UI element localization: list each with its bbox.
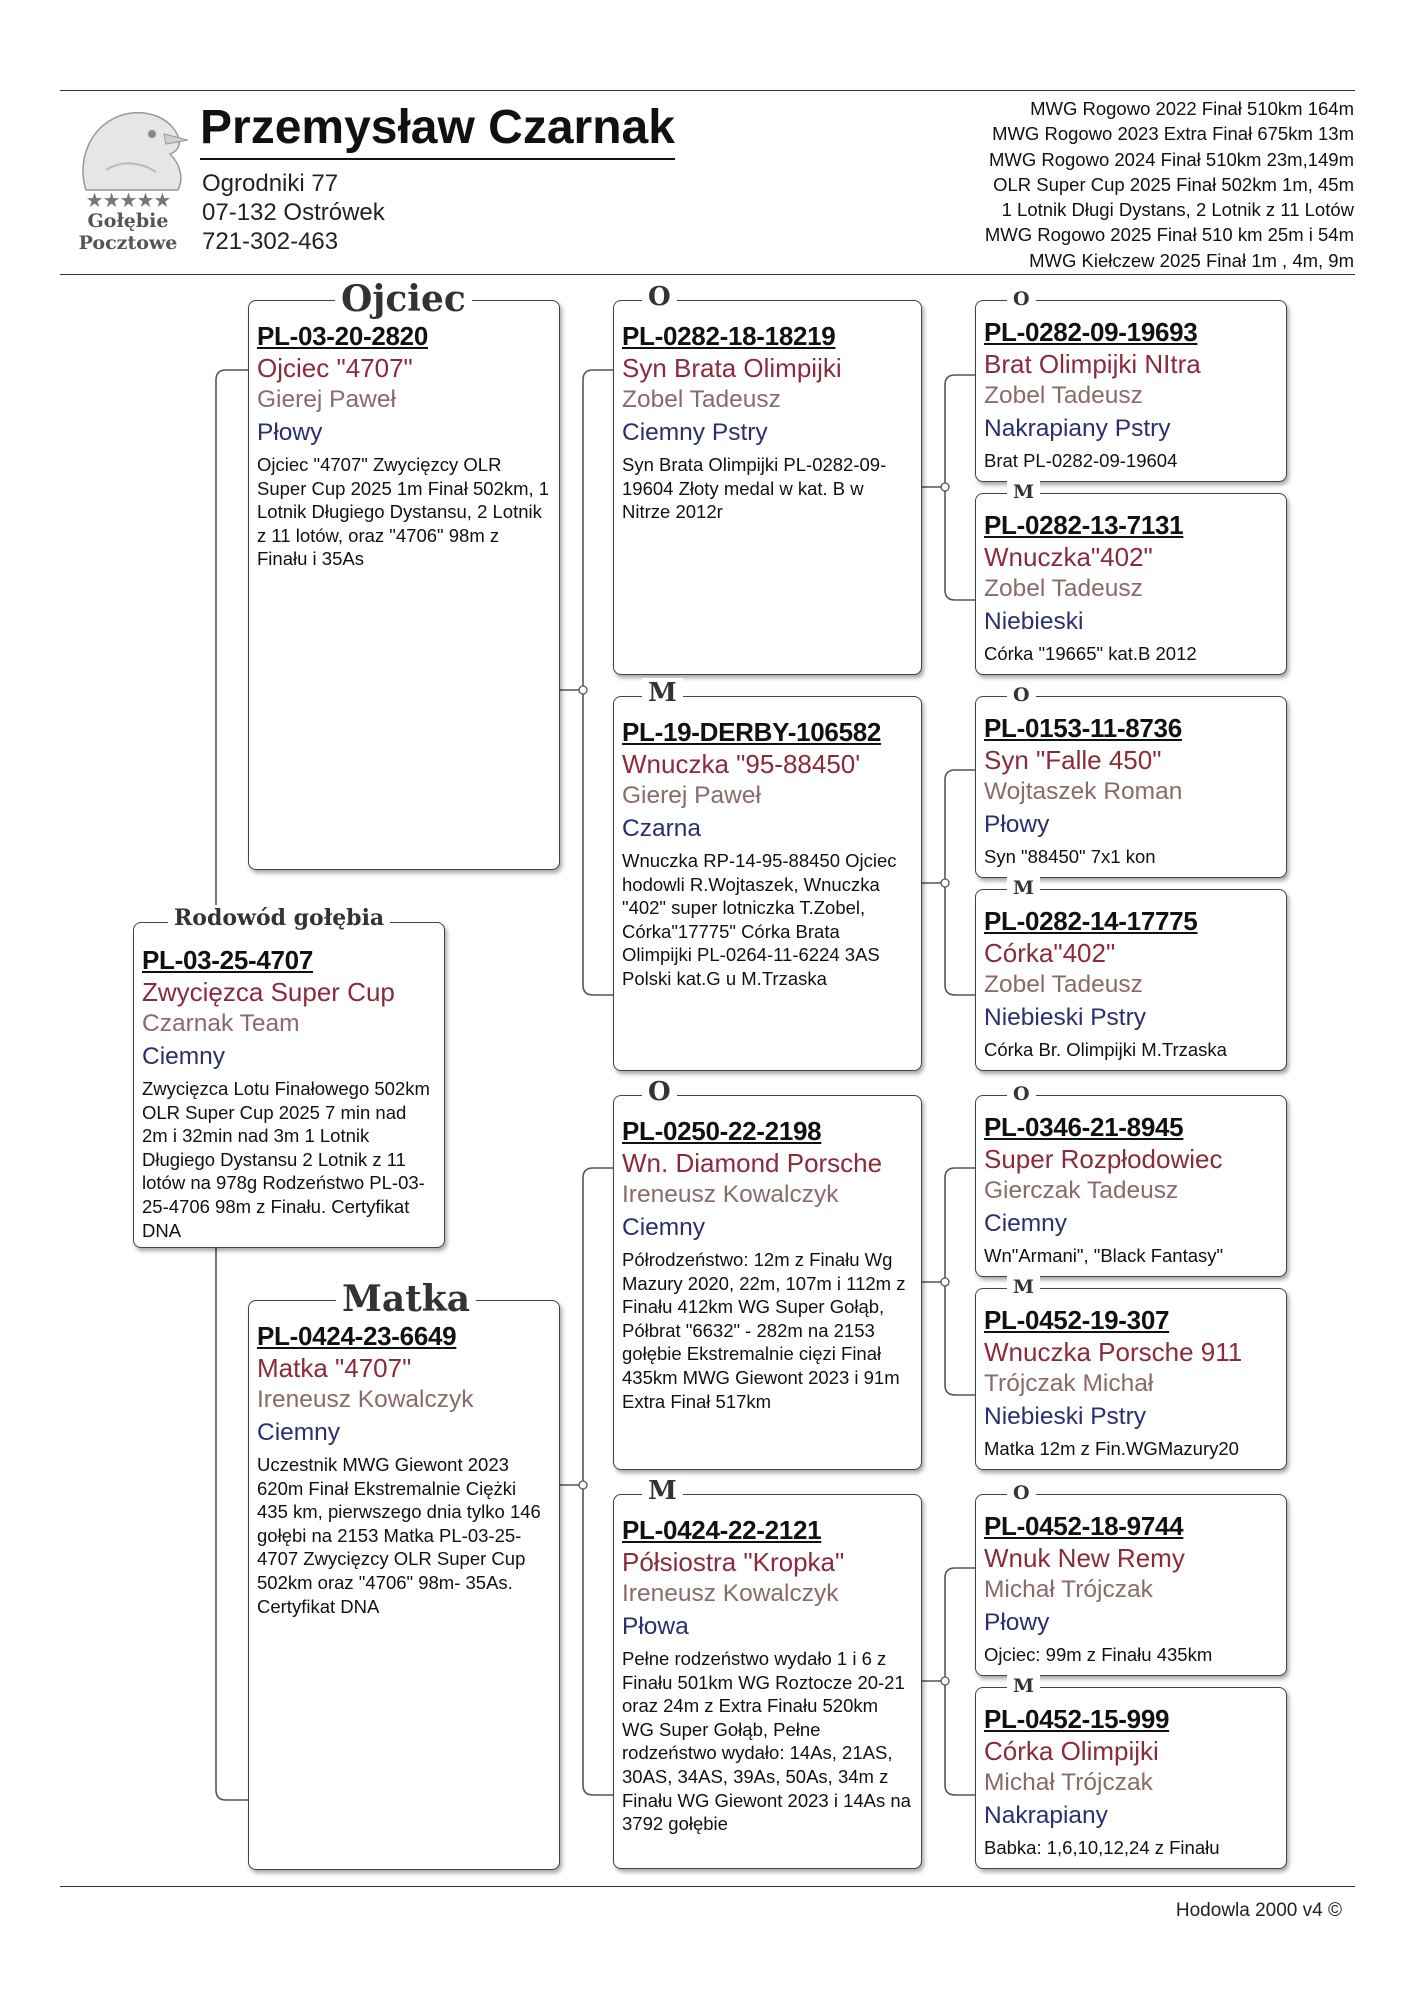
pigeon-name: Syn Brata Olimpijki xyxy=(622,353,842,383)
breeder: Trójczak Michał xyxy=(984,1370,1154,1397)
sire-marker: O xyxy=(1007,1482,1036,1504)
address-line1: Ogrodniki 77 xyxy=(202,170,339,197)
pigeon-name: Wnuczka Porsche 911 xyxy=(984,1337,1243,1367)
great-grandparent-card[interactable] xyxy=(975,696,1287,878)
description: Półrodzeństwo: 12m z Finału Wg Mazury 2020, 22m, 107m i 112m z Finału 412km WG Super Gołąb, Półbrat "6632" - 282m na 2153 gołębie Ekstremalnie cięzi Finał 435km MWG Giewont 2023 i 91m Extra Finał 517km xyxy=(622,1249,906,1412)
footer-rule xyxy=(60,1886,1355,1887)
sire-marker: O xyxy=(1007,684,1036,706)
ring-number: PL-0452-18-9744 xyxy=(984,1511,1184,1541)
great-grandparent-card[interactable] xyxy=(975,1095,1287,1277)
color: Czarna xyxy=(622,815,701,842)
ring-number: PL-0282-18-18219 xyxy=(622,321,836,351)
color: Nakrapiany Pstry xyxy=(984,415,1171,442)
pigeon-name: Brat Olimpijki NItra xyxy=(984,349,1201,379)
ring-number: PL-0282-14-17775 xyxy=(984,906,1198,936)
achievement-item: MWG Rogowo 2024 Finał 510km 23m,149m xyxy=(988,148,1354,170)
achievement-item: MWG Rogowo 2022 Finał 510km 164m xyxy=(1030,98,1354,119)
color: Płowy xyxy=(984,1609,1050,1636)
sire-marker: O xyxy=(1007,1083,1036,1105)
description: Ojciec: 99m z Finału 435km xyxy=(984,1644,1213,1665)
color: Płowy xyxy=(984,811,1050,838)
dam-marker: M xyxy=(1007,1675,1040,1697)
description: Wn"Armani", "Black Fantasy" xyxy=(984,1245,1224,1266)
dam-marker: M xyxy=(1007,481,1040,503)
color: Niebieski xyxy=(984,608,1084,635)
great-grandparent-card[interactable] xyxy=(975,1494,1287,1676)
granddam-paternal-card[interactable] xyxy=(613,696,922,1071)
color: Ciemny xyxy=(984,1210,1068,1237)
color: Ciemny xyxy=(257,1419,341,1446)
logo-stars: ★★★★★ xyxy=(85,190,171,212)
pigeon-name: Córka Olimpijki xyxy=(984,1736,1159,1766)
phone: 721-302-463 xyxy=(202,228,339,255)
description: Zwycięzca Lotu Finałowego 502km OLR Super Cup 2025 7 min nad 2m i 32min nad 3m 1 Lotnik Długiego Dystansu 2 Lotnik z 11 lotów na 978g Rodzeństwo PL-03-25-4706 98m z Finału. Certyfikat DNA xyxy=(142,1078,430,1241)
breeder: Zobel Tadeusz xyxy=(984,575,1143,602)
breeder: Ireneusz Kowalczyk xyxy=(622,1580,839,1607)
great-grandparent-card[interactable] xyxy=(975,493,1287,675)
achievement-item: 1 Lotnik Długi Dystans, 2 Lotnik z 11 Lotów xyxy=(1001,199,1354,221)
pigeon-name: Matka "4707" xyxy=(257,1353,412,1383)
color: Niebieski Pstry xyxy=(984,1004,1147,1031)
sire-marker: O xyxy=(642,1077,677,1107)
mother-label: Matka xyxy=(336,1278,476,1320)
description: Pełne rodzeństwo wydało 1 i 6 z Finału 501km WG Roztocze 20-21 oraz 24m z Extra Finału 520km WG Super Gołąb, Pełne rodzeństwo wydało: 14As, 21AS, 30AS, 34AS, 39As, 50As, 34m z Finału WG Giewont 2023 i 14As na 3792 gołębie xyxy=(622,1648,911,1835)
description: Córka Br. Olimpijki M.Trzaska xyxy=(984,1039,1227,1060)
granddam-maternal-card[interactable] xyxy=(613,1494,922,1869)
color: Płowy xyxy=(257,419,323,446)
breeder: Czarnak Team xyxy=(142,1010,300,1037)
description: Syn "88450" 7x1 kon xyxy=(984,846,1156,867)
color: Nakrapiany xyxy=(984,1802,1108,1829)
ring-number: PL-0250-22-2198 xyxy=(622,1116,822,1146)
dam-marker: M xyxy=(642,1476,683,1506)
breeder: Wojtaszek Roman xyxy=(984,778,1183,805)
ring-number: PL-19-DERBY-106582 xyxy=(622,717,882,747)
color: Niebieski Pstry xyxy=(984,1403,1147,1430)
ring-number: PL-0424-23-6649 xyxy=(257,1321,457,1351)
breeder: Gierej Paweł xyxy=(257,386,396,413)
color: Ciemny xyxy=(622,1214,706,1241)
breeder: Michał Trójczak xyxy=(984,1576,1153,1603)
great-grandparent-card[interactable] xyxy=(975,1687,1287,1869)
breeder: Gierej Paweł xyxy=(622,782,761,809)
pigeon-name: Półsiostra "Kropka" xyxy=(622,1547,845,1577)
ring-number: PL-0424-22-2121 xyxy=(622,1515,822,1545)
breeder: Zobel Tadeusz xyxy=(984,971,1143,998)
pigeon-name: Syn "Falle 450" xyxy=(984,745,1162,775)
color: Ciemny Pstry xyxy=(622,419,768,446)
owner-name: Przemysław Czarnak xyxy=(200,100,675,160)
description: Brat PL-0282-09-19604 xyxy=(984,450,1178,471)
achievement-item: MWG Rogowo 2023 Extra Finał 675km 13m xyxy=(992,123,1354,145)
logo-text: Gołębie Pocztowe xyxy=(78,210,178,254)
achievement-item: MWG Rogowo 2025 Finał 510 km 25m i 54m xyxy=(984,224,1354,246)
father-card[interactable] xyxy=(248,300,560,870)
description: Córka "19665" kat.B 2012 xyxy=(984,643,1197,664)
sire-marker: O xyxy=(1007,288,1036,310)
father-label: Ojciec xyxy=(335,278,472,320)
description: Uczestnik MWG Giewont 2023 620m Finał Ekstremalnie Ciężki 435 km, pierwszego dnia tylko 146 gołębi na 2153 Matka PL-03-25-4707 Zwycięzcy OLR Super Cup 502km oraz "4706" 98m- 35As. Certyfikat DNA xyxy=(257,1454,541,1617)
dam-marker: M xyxy=(1007,877,1040,899)
subject-card[interactable] xyxy=(133,922,445,1248)
grandsire-maternal-card[interactable] xyxy=(613,1095,922,1470)
sire-marker: O xyxy=(642,282,677,312)
dam-marker: M xyxy=(1007,1276,1040,1298)
great-grandparent-card[interactable] xyxy=(975,300,1287,482)
description: Syn Brata Olimpijki PL-0282-09-19604 Złoty medal w kat. B w Nitrze 2012r xyxy=(622,454,887,523)
achievement-item: MWG Kiełczew 2025 Finał 1m , 4m, 9m xyxy=(1029,249,1354,271)
color: Płowa xyxy=(622,1613,689,1640)
pigeon-name: Wnuk New Remy xyxy=(984,1543,1185,1573)
great-grandparent-card[interactable] xyxy=(975,1288,1287,1470)
color: Ciemny xyxy=(142,1043,226,1070)
pigeon-name: Super Rozpłodowiec xyxy=(984,1144,1223,1174)
breeder: Ireneusz Kowalczyk xyxy=(622,1181,839,1208)
breeder: Zobel Tadeusz xyxy=(622,386,781,413)
breeder: Michał Trójczak xyxy=(984,1769,1153,1796)
description: Babka: 1,6,10,12,24 z Finału xyxy=(984,1837,1220,1858)
description: Matka 12m z Fin.WGMazury20 xyxy=(984,1438,1239,1459)
footer-credit: Hodowla 2000 v4 © xyxy=(1175,1900,1342,1921)
ring-number: PL-0282-09-19693 xyxy=(984,317,1198,347)
description: Ojciec "4707" Zwycięzcy OLR Super Cup 2025 1m Finał 502km, 1 Lotnik Długiego Dystansu, 2 Lotnik z 11 lotów, oraz "4706" 98m z Finału i 35As xyxy=(257,454,550,570)
ring-number: PL-0346-21-8945 xyxy=(984,1112,1184,1142)
pigeon-name: Wn. Diamond Porsche xyxy=(622,1148,883,1178)
dam-marker: M xyxy=(642,678,683,708)
description: Wnuczka RP-14-95-88450 Ojciec hodowli R.Wojtaszek, Wnuczka "402" super lotniczka T.Zobel, Córka"17775" Córka Brata Olimpijki PL-0264-11-6224 3AS Polski kat.G u M.Trzaska xyxy=(622,850,897,989)
pigeon-name: Córka"402" xyxy=(984,938,1116,968)
mother-card[interactable] xyxy=(248,1300,560,1870)
pigeon-name: Ojciec "4707" xyxy=(257,353,413,383)
ring-number: PL-0282-13-7131 xyxy=(984,510,1184,540)
pigeon-name: Zwycięzca Super Cup xyxy=(142,977,395,1007)
ring-number: PL-0452-15-999 xyxy=(984,1704,1170,1734)
grandsire-paternal-card[interactable] xyxy=(613,300,922,675)
breeder: Gierczak Tadeusz xyxy=(984,1177,1179,1204)
pigeon-name: Wnuczka "95-88450' xyxy=(622,749,861,779)
ring-number: PL-03-25-4707 xyxy=(142,945,313,975)
ring-number: PL-03-20-2820 xyxy=(257,321,428,351)
ring-number: PL-0452-19-307 xyxy=(984,1305,1170,1335)
breeder: Zobel Tadeusz xyxy=(984,382,1143,409)
breeder: Ireneusz Kowalczyk xyxy=(257,1386,474,1413)
pigeon-name: Wnuczka"402" xyxy=(984,542,1153,572)
pedigree-label: Rodowód gołębia xyxy=(168,905,390,931)
address-line2: 07-132 Ostrówek xyxy=(202,199,385,226)
ring-number: PL-0153-11-8736 xyxy=(984,713,1182,743)
achievement-item: OLR Super Cup 2025 Finał 502km 1m, 45m xyxy=(993,173,1354,195)
great-grandparent-card[interactable] xyxy=(975,889,1287,1071)
